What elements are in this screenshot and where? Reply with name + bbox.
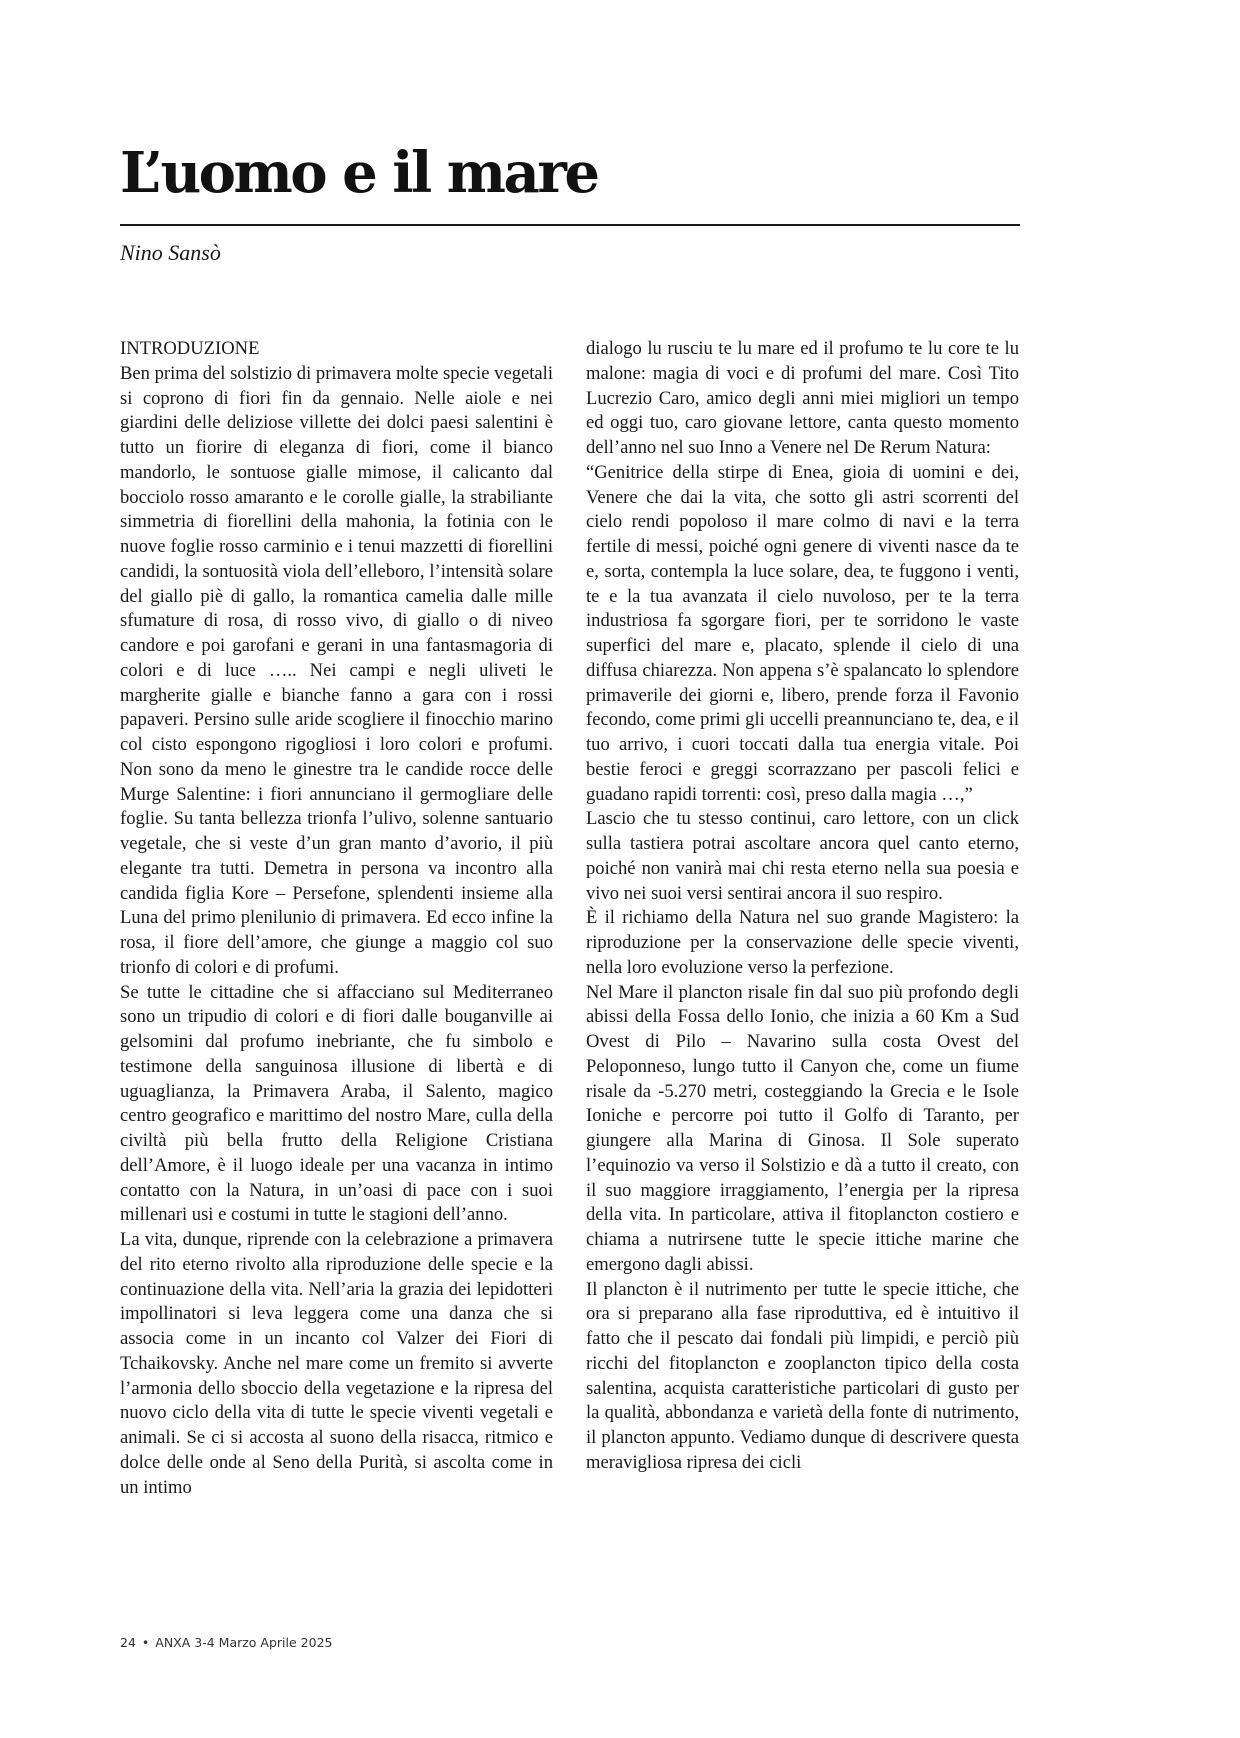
section-heading: INTRODUZIONE xyxy=(120,338,260,359)
body-paragraph: Il plancton è il nutrimento per tutte le specie ittiche, che ora si preparano alla fase riproduttiva, ed è intuitivo il fatto che il pescato dai fondali più limpidi, e perciò più ricchi del fitoplancton e zooplancton tipico della costa salentina, acquista caratteristiche particolari di gusto per la qualità, abbondanza e varietà della fonte di nutrimento, il plancton appunto. Vediamo dunque di descrivere questa meravigliosa ripresa dei cicli xyxy=(586,1278,1019,1473)
body-paragraph: Ben prima del solstizio di primavera molte specie vegetali si coprono di fiori fin da gennaio. Nelle aiole e nei giardini delle deliziose villette dei dolci paesi salentini è tutto un fiorire di eleganza di fiori, come il bianco mandorlo, le sontuose gialle mimose, il calicanto dal bocciolo rosso amaranto e le corolle gialle, la strabiliante simmetria di fiorellini della mahonia, la fotinia con le nuove foglie rosso carminio e i tenui mazzetti di fiorellini candidi, la sontuosità viola dell’elleboro, l’intensità solare del giallo piè di gallo, la romantica camelia dalle mille sfumature di rosa, di rosso vivo, di giallo o di niveo candore e poi garofani e gerani in una fantasmagoria di colori e di luce ….. Nei campi e negli uliveti le margherite gialle e bianche fanno a gara con i rossi papaveri. Persino sulle aride scogliere il finocchio marino col cisto espongono rigogliosi i loro colori e profumi. Non sono da meno le ginestre tra le candide rocce delle Murge Salentine: i fiori annunciano il germogliare delle foglie. Su tanta bellezza trionfa l’ulivo, solenne santuario vegetale, che si veste d’un gran manto d’avorio, il più elegante tra tutti. Demetra in persona va incontro alla candida figlia Kore – Persefone, splendenti insieme alla Luna del primo plenilunio di primavera. Ed ecco infine la rosa, il fiore dell’amore, che giunge a maggio col suo trionfo di colori e di profumi. xyxy=(120,362,553,978)
body-paragraph: La vita, dunque, riprende con la celebrazione a primavera del rito eterno rivolto alla riproduzione delle specie e la continuazione della vita. Nell’aria la grazia dei lepidotteri impollinatori si leva leggera come una danza che si associa come in un incanto col Valzer dei Fiori di Tchaikovsky. Anche nel mare come un fremito si avverte l’armonia dello sboccio della vegetazione e la ripresa del nuovo ciclo della vita di tutte le specie viventi vegetali e animali. Se ci si accosta al suono della risacca, ritmico e dolce delle onde al Seno della Purità, si ascolta come in un intimo xyxy=(120,1229,553,1498)
article-title: L’uomo e il mare xyxy=(120,140,598,206)
page-footer xyxy=(120,1634,332,1652)
body-paragraph: Nel Mare il plancton risale fin dal suo più profondo degli abissi della Fossa dello Ionio, che inizia a 60 Km a Sud Ovest di Pilo – Navarino sulla costa Ovest del Peloponneso, lungo tutto il Canyon che, come un fiume risale da -5.270 metri, costeggiando la Grecia e le Isole Ioniche e percorre poi tutto il Golfo di Taranto, per giungere alla Marina di Ginosa. Il Sole superato l’equinozio va verso il Solstizio e dà a tutto il creato, con il suo maggiore irraggiamento, l’energia per la ripresa della vita. In particolare, attiva il fitoplancton costiero e chiama a nutrirsene tutte le specie ittiche marine che emergono dagli abissi. xyxy=(586,981,1019,1275)
right-column xyxy=(586,337,1019,1476)
body-paragraph: Lascio che tu stesso continui, caro lettore, con un click sulla tastiera potrai ascoltare ancora quel canto eterno, poiché non vanirà mai chi resta eterno nella sua poesia e vivo nei suoi versi sentirai ancora il suo respiro. xyxy=(586,808,1019,904)
quotation-paragraph: “Genitrice della stirpe di Enea, gioia di uomini e dei, Venere che dai la vita, che sotto gli astri scorrenti del cielo rendi popoloso il mare colmo di navi e la terra fertile di messi, poiché ogni genere di viventi nasce da te e, sorta, contempla la luce solare, dea, te fuggono i venti, te e la tua avanzata il cielo nuvoloso, per te la terra industriosa fa sgorgare fiori, per te sorridono le vaste superfici del mare e, placato, splende il cielo di una diffusa chiarezza. Non appena s’è spalancato lo splendore primaverile dei giorni e, libero, prende forza il Favonio fecondo, come primi gli uccelli preannunciano te, dea, e il tuo arrivo, i cuori toccati dalla tua energia vitale. Poi bestie feroci e greggi scorrazzano per pascoli felici e guadano rapidi torrenti: così, preso dalla magia …,” xyxy=(586,461,1019,805)
author-byline: Nino Sansò xyxy=(120,240,221,265)
publication-info: ANXA 3-4 Marzo Aprile 2025 xyxy=(155,1635,333,1650)
body-paragraph: È il richiamo della Natura nel suo grande Magistero: la riproduzione per la conservazione delle specie viventi, nella loro evoluzione verso la perfezione. xyxy=(586,907,1019,978)
body-paragraph: dialogo lu rusciu te lu mare ed il profumo te lu core te lu malone: magia di voci e di profumi del mare. Così Tito Lucrezio Caro, amico degli anni miei migliori un tempo ed oggi tuo, caro giovane lettore, canta questo momento dell’anno nel suo Inno a Venere nel De Rerum Natura: xyxy=(586,338,1019,458)
title-divider xyxy=(120,224,1020,226)
left-column xyxy=(120,337,553,1500)
page-number: 24 xyxy=(120,1635,136,1650)
body-paragraph: Se tutte le cittadine che si affacciano sul Mediterraneo sono un tripudio di colori e di fiori dalle bouganville ai gelsomini dal profumo inebriante, che fu simbolo e testimone della sanguinosa illusione di libertà e di uguaglianza, la Primavera Araba, il Salento, magico centro geografico e marittimo del nostro Mare, culla della civiltà più bella frutto della Religione Cristiana dell’Amore, è il luogo ideale per una vacanza in intimo contatto con la Natura, in un’oasi di pace con i suoi millenari usi e costumi in tutte le stagioni dell’anno. xyxy=(120,981,553,1226)
footer-separator: • xyxy=(141,1635,150,1650)
